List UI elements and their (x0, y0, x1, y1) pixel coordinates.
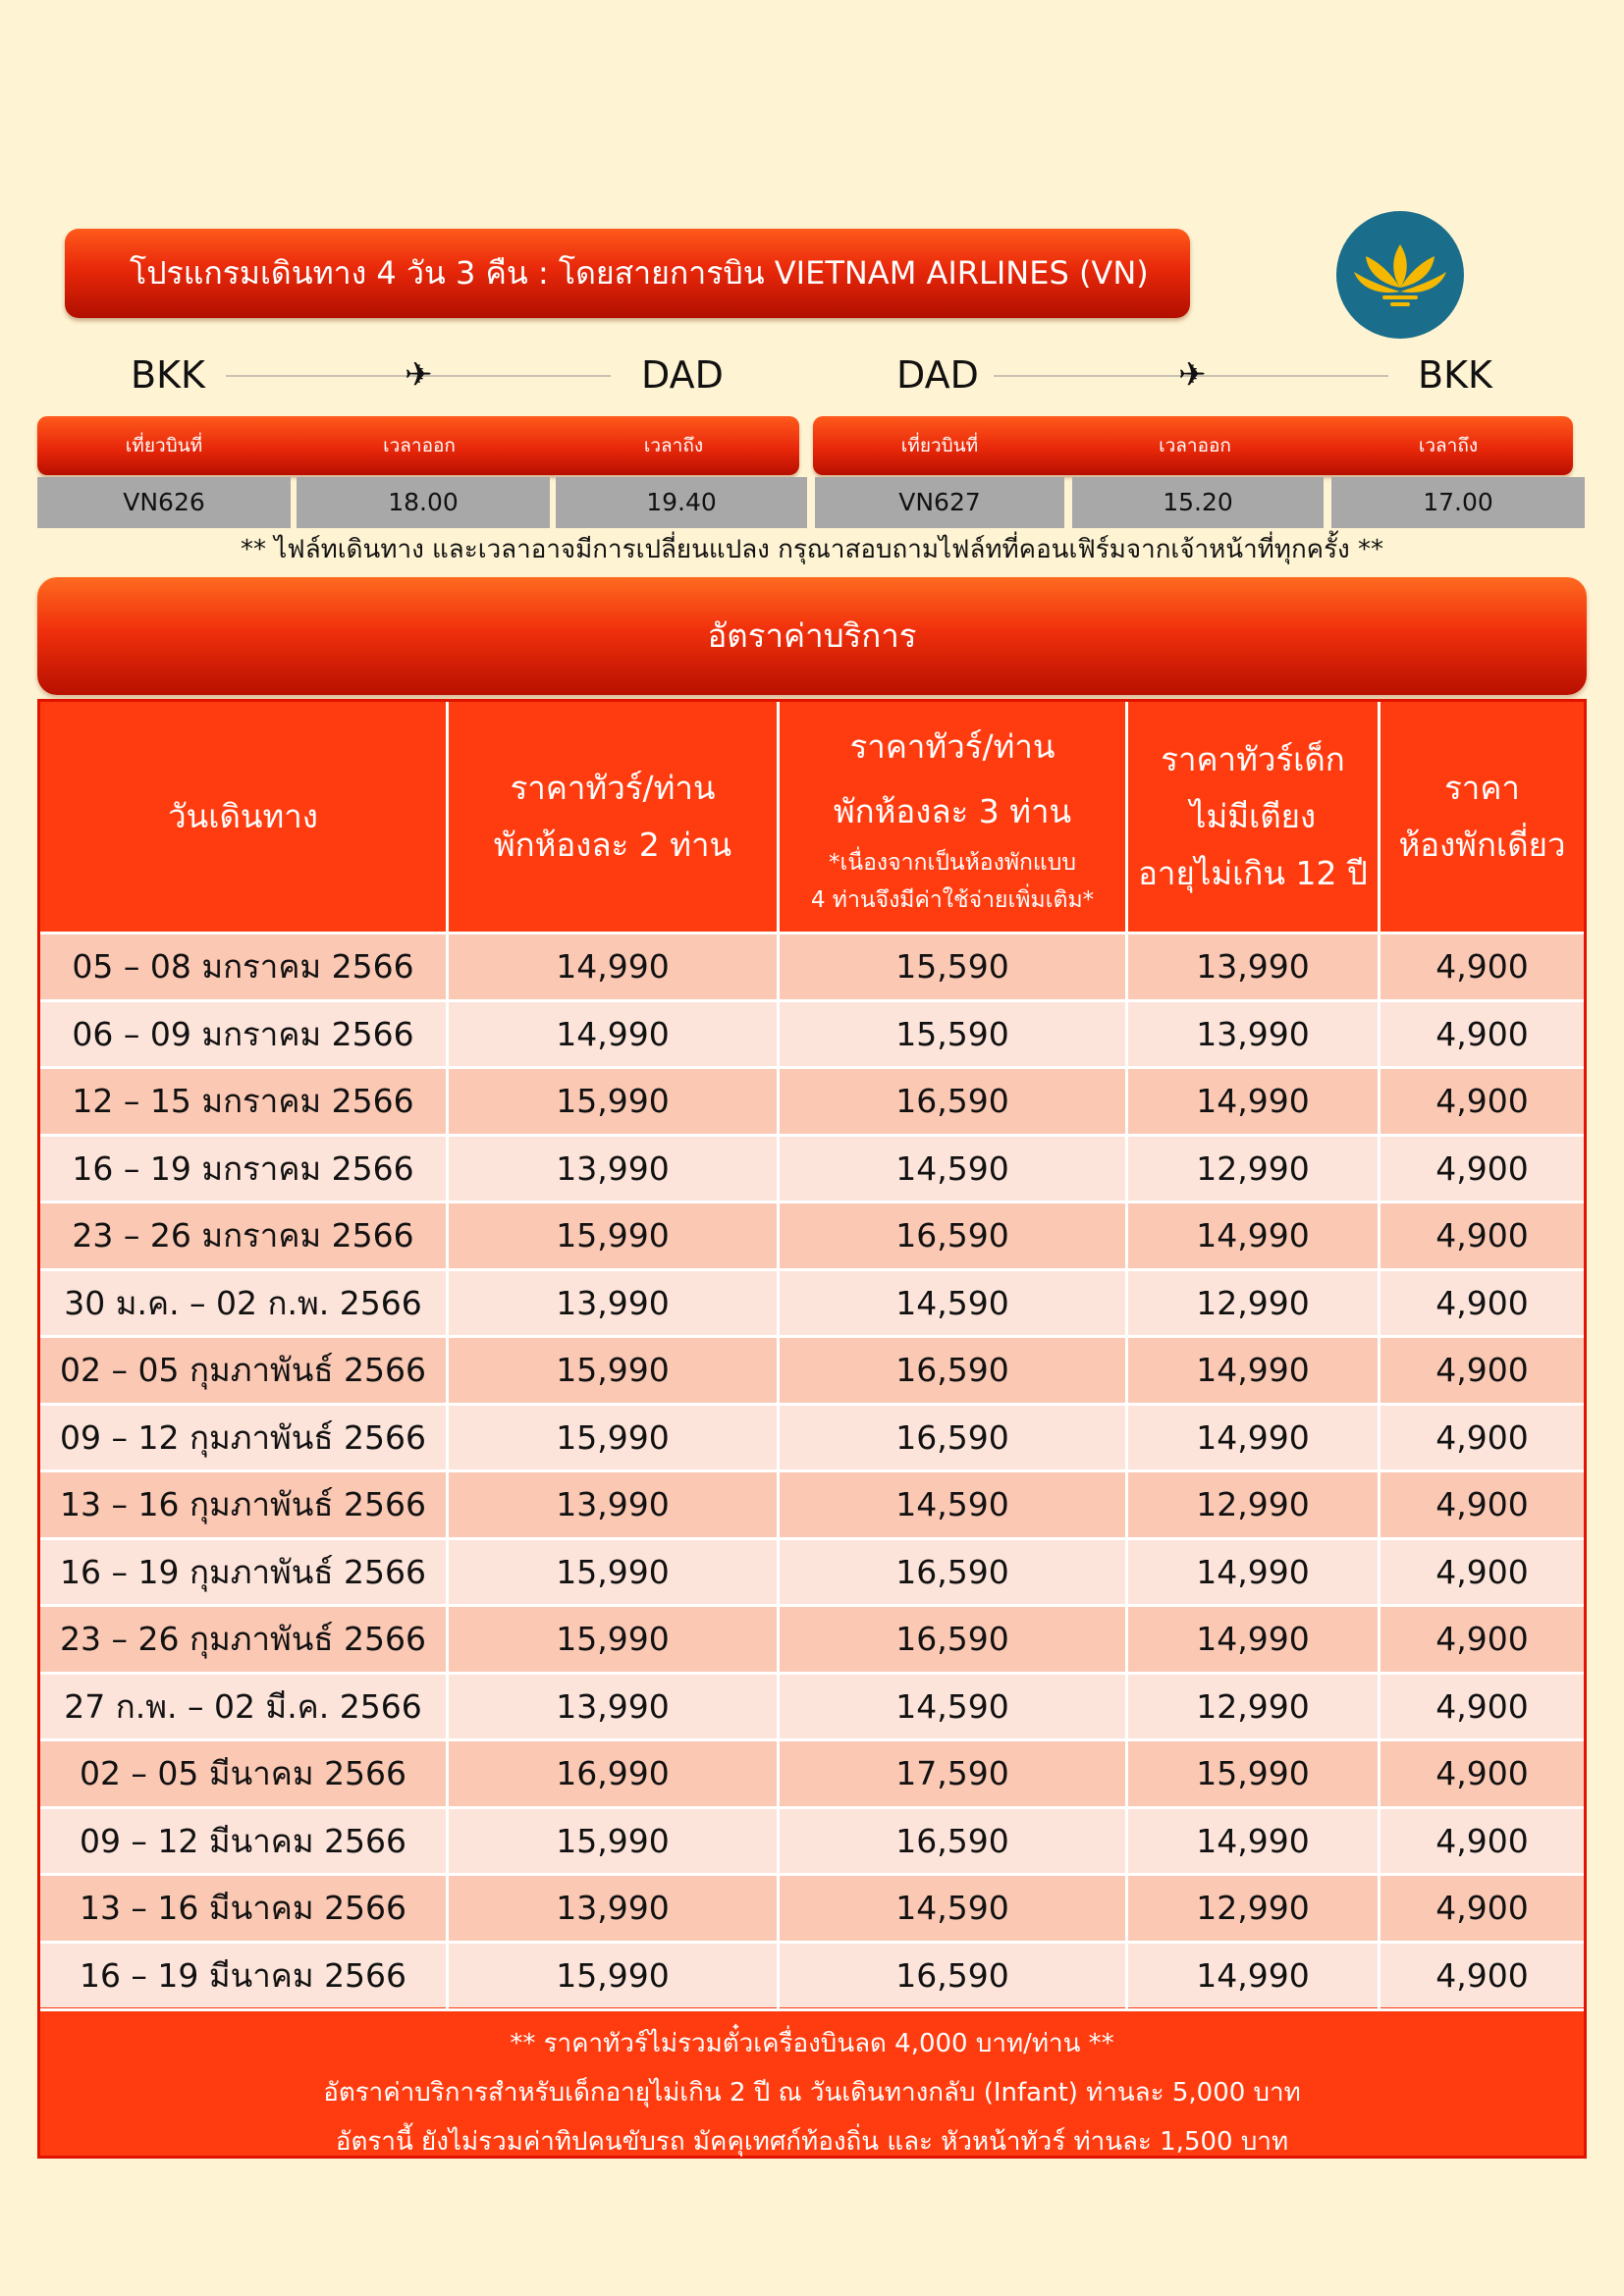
triple-price-cell: 14,590 (895, 1485, 1009, 1523)
table-row (40, 1469, 1584, 1537)
triple-price-cell: 16,590 (895, 1216, 1009, 1255)
single-header-line1: ราคา (1444, 769, 1520, 807)
route-back-destination: BKK (1418, 353, 1492, 397)
flight-number-header: เที่ยวบินที่ (125, 435, 203, 456)
column-divider (1125, 702, 1128, 2008)
single-room-cell: 4,900 (1435, 1485, 1529, 1523)
child-price-cell: 14,990 (1196, 1552, 1310, 1591)
date-cell: 30 ม.ค. – 02 ก.พ. 2566 (64, 1283, 422, 1322)
date-cell: 16 – 19 กุมภาพันธ์ 2566 (60, 1552, 426, 1591)
table-row (40, 1268, 1584, 1336)
child-price-cell: 12,990 (1196, 1485, 1310, 1523)
triple-price-cell: 16,590 (895, 1417, 1009, 1457)
date-cell: 02 – 05 มีนาคม 2566 (79, 1754, 407, 1792)
triple-price-cell: 16,590 (895, 1955, 1009, 1995)
triple-header-note2: 4 ท่านจึงมีค่าใช้จ่ายเพิ่มเติม* (810, 887, 1095, 913)
date-cell: 13 – 16 กุมภาพันธ์ 2566 (60, 1485, 426, 1523)
single-room-cell: 4,900 (1435, 1082, 1529, 1120)
triple-price-cell: 17,590 (895, 1754, 1009, 1792)
rate-title: อัตราค่าบริการ (37, 577, 1587, 695)
twin-price-cell: 13,990 (556, 1686, 670, 1726)
child-price-cell: 12,990 (1196, 1686, 1310, 1726)
column-divider (446, 702, 449, 2008)
child-header-line2: ไม่มีเตียง (1189, 797, 1317, 835)
triple-price-cell: 15,590 (895, 1014, 1009, 1053)
triple-header-note1: *เนื่องจากเป็นห้องพักแบบ (829, 850, 1076, 876)
single-room-cell: 4,900 (1435, 1351, 1529, 1389)
triple-price-cell: 16,590 (895, 1821, 1009, 1860)
child-price-cell: 14,990 (1196, 1821, 1310, 1860)
date-cell: 27 ก.พ. – 02 มี.ค. 2566 (64, 1686, 422, 1726)
twin-price-cell: 15,990 (556, 1417, 670, 1457)
twin-price-cell: 13,990 (556, 1889, 670, 1927)
twin-price-cell: 15,990 (556, 1351, 670, 1389)
table-row (40, 1941, 1584, 2008)
column-header-triple (780, 702, 1125, 932)
airline-logo (1336, 211, 1464, 339)
footer-note-1: ** ราคาทัวร์ไม่รวมตั๋วเครื่องบินลด 4,000 บาท/ท่าน ** (510, 2029, 1114, 2058)
date-cell: 09 – 12 กุมภาพันธ์ 2566 (60, 1417, 426, 1457)
table-row (40, 1604, 1584, 1672)
single-room-cell: 4,900 (1435, 1417, 1529, 1457)
table-row (40, 1537, 1584, 1605)
child-header-line1: ราคาทัวร์เด็ก (1161, 740, 1345, 778)
twin-price-cell: 15,990 (556, 1955, 670, 1995)
flight-back-arrive: 17.00 (1331, 477, 1585, 528)
twin-price-cell: 13,990 (556, 1283, 670, 1322)
airplane-icon: ✈ (1178, 355, 1207, 395)
flight-back-depart: 15.20 (1072, 477, 1324, 528)
triple-price-cell: 16,590 (895, 1082, 1009, 1120)
twin-price-cell: 15,990 (556, 1082, 670, 1120)
date-cell: 02 – 05 กุมภาพันธ์ 2566 (60, 1351, 426, 1389)
lotus-icon (1336, 211, 1464, 339)
child-price-cell: 12,990 (1196, 1889, 1310, 1927)
route-back-origin: DAD (896, 353, 979, 397)
date-cell: 23 – 26 กุมภาพันธ์ 2566 (60, 1620, 426, 1658)
route-out-origin: BKK (131, 353, 205, 397)
table-row (40, 1134, 1584, 1201)
triple-price-cell: 15,590 (895, 947, 1009, 986)
date-cell: 23 – 26 มกราคม 2566 (72, 1216, 414, 1255)
table-row (40, 1403, 1584, 1470)
price-table (37, 699, 1587, 2159)
column-header-child (1128, 702, 1378, 932)
child-price-cell: 15,990 (1196, 1754, 1310, 1792)
footer-note-2: อัตราค่าบริการสำหรับเด็กอายุไม่เกิน 2 ปี ณ วันเดินทางกลับ (Infant) ท่านละ 5,000 บาท (323, 2078, 1301, 2108)
table-row (40, 1201, 1584, 1268)
date-cell: 05 – 08 มกราคม 2566 (72, 947, 414, 986)
triple-price-cell: 14,590 (895, 1148, 1009, 1188)
flight-out-arrive: 19.40 (556, 477, 807, 528)
single-room-cell: 4,900 (1435, 1686, 1529, 1726)
triple-price-cell: 14,590 (895, 1283, 1009, 1322)
single-room-cell: 4,900 (1435, 1148, 1529, 1188)
column-divider (777, 702, 780, 2008)
triple-header-line1: ราคาทัวร์/ท่าน (849, 727, 1056, 766)
column-header-single (1380, 702, 1584, 932)
twin-price-cell: 14,990 (556, 947, 670, 986)
date-cell: 06 – 09 มกราคม 2566 (72, 1014, 414, 1053)
single-room-cell: 4,900 (1435, 1889, 1529, 1927)
triple-price-cell: 16,590 (895, 1351, 1009, 1389)
child-price-cell: 13,990 (1196, 1014, 1310, 1053)
child-price-cell: 14,990 (1196, 1216, 1310, 1255)
depart-time-header: เวลาออก (383, 435, 456, 456)
flight-out-depart: 18.00 (297, 477, 550, 528)
date-cell: 13 – 16 มีนาคม 2566 (79, 1889, 407, 1927)
twin-header-line2: พักห้องละ 2 ท่าน (493, 826, 732, 864)
single-room-cell: 4,900 (1435, 1620, 1529, 1658)
date-cell: 16 – 19 มกราคม 2566 (72, 1148, 414, 1188)
date-cell: 12 – 15 มกราคม 2566 (72, 1082, 414, 1120)
child-price-cell: 13,990 (1196, 947, 1310, 986)
date-cell: 09 – 12 มีนาคม 2566 (79, 1821, 407, 1860)
date-header-label: วันเดินทาง (168, 797, 318, 835)
flight-back-number: VN627 (815, 477, 1064, 528)
table-row (40, 1873, 1584, 1941)
twin-price-cell: 13,990 (556, 1148, 670, 1188)
child-price-cell: 14,990 (1196, 1955, 1310, 1995)
twin-price-cell: 15,990 (556, 1216, 670, 1255)
column-header-twin (449, 702, 777, 932)
arrive-time-header: เวลาถึง (643, 435, 704, 456)
airplane-icon: ✈ (405, 355, 433, 395)
program-title: โปรแกรมเดินทาง 4 วัน 3 คืน : โดยสายการบิน VIETNAM AIRLINES (VN) (65, 229, 1190, 318)
depart-time-header: เวลาออก (1159, 435, 1231, 456)
child-price-cell: 12,990 (1196, 1148, 1310, 1188)
child-price-cell: 12,990 (1196, 1283, 1310, 1322)
twin-header-line1: ราคาทัวร์/ท่าน (510, 769, 716, 807)
single-header-line2: ห้องพักเดี่ยว (1398, 826, 1566, 864)
single-room-cell: 4,900 (1435, 1955, 1529, 1995)
table-row (40, 1066, 1584, 1134)
child-price-cell: 14,990 (1196, 1082, 1310, 1120)
date-cell: 16 – 19 มีนาคม 2566 (79, 1955, 407, 1995)
single-room-cell: 4,900 (1435, 1821, 1529, 1860)
footer-note-3: อัตรานี้ ยังไม่รวมค่าทิปคนขับรถ มัคคุเทศก์ท้องถิ่น และ หัวหน้าทัวร์ ท่านละ 1,500 บาท (335, 2127, 1289, 2157)
column-header-date (40, 702, 446, 932)
flight-out-number: VN626 (37, 477, 291, 528)
triple-price-cell: 16,590 (895, 1552, 1009, 1591)
flight-number-header: เที่ยวบินที่ (900, 435, 979, 456)
child-price-cell: 14,990 (1196, 1620, 1310, 1658)
flight-back-header (813, 416, 1573, 475)
single-room-cell: 4,900 (1435, 1552, 1529, 1591)
child-price-cell: 14,990 (1196, 1351, 1310, 1389)
table-row (40, 1672, 1584, 1739)
single-room-cell: 4,900 (1435, 1754, 1529, 1792)
triple-price-cell: 16,590 (895, 1620, 1009, 1658)
twin-price-cell: 15,990 (556, 1620, 670, 1658)
table-row (40, 1738, 1584, 1806)
triple-header-line2: พักห้องละ 3 ท่าน (833, 792, 1072, 830)
single-room-cell: 4,900 (1435, 1216, 1529, 1255)
single-room-cell: 4,900 (1435, 947, 1529, 986)
flight-out-header (37, 416, 799, 475)
table-row (40, 1335, 1584, 1403)
twin-price-cell: 14,990 (556, 1014, 670, 1053)
twin-price-cell: 16,990 (556, 1754, 670, 1792)
single-room-cell: 4,900 (1435, 1283, 1529, 1322)
table-footer-notes (40, 2008, 1584, 2166)
column-divider (1378, 702, 1380, 2008)
twin-price-cell: 15,990 (556, 1552, 670, 1591)
single-room-cell: 4,900 (1435, 1014, 1529, 1053)
triple-price-cell: 14,590 (895, 1686, 1009, 1726)
triple-price-cell: 14,590 (895, 1889, 1009, 1927)
flight-change-note: ** ไฟล์ทเดินทาง และเวลาอาจมีการเปลี่ยนแปลง กรุณาสอบถามไฟล์ทที่คอนเฟิร์มจากเจ้าหน้าที่ทุกครั้ง ** (240, 535, 1384, 564)
arrive-time-header: เวลาถึง (1418, 435, 1479, 456)
child-price-cell: 14,990 (1196, 1417, 1310, 1457)
child-header-line3: อายุไม่เกิน 12 ปี (1138, 854, 1368, 892)
twin-price-cell: 15,990 (556, 1821, 670, 1860)
twin-price-cell: 13,990 (556, 1485, 670, 1523)
route-out-destination: DAD (641, 353, 724, 397)
table-row (40, 932, 1584, 999)
table-row (40, 999, 1584, 1067)
table-row (40, 1806, 1584, 1874)
